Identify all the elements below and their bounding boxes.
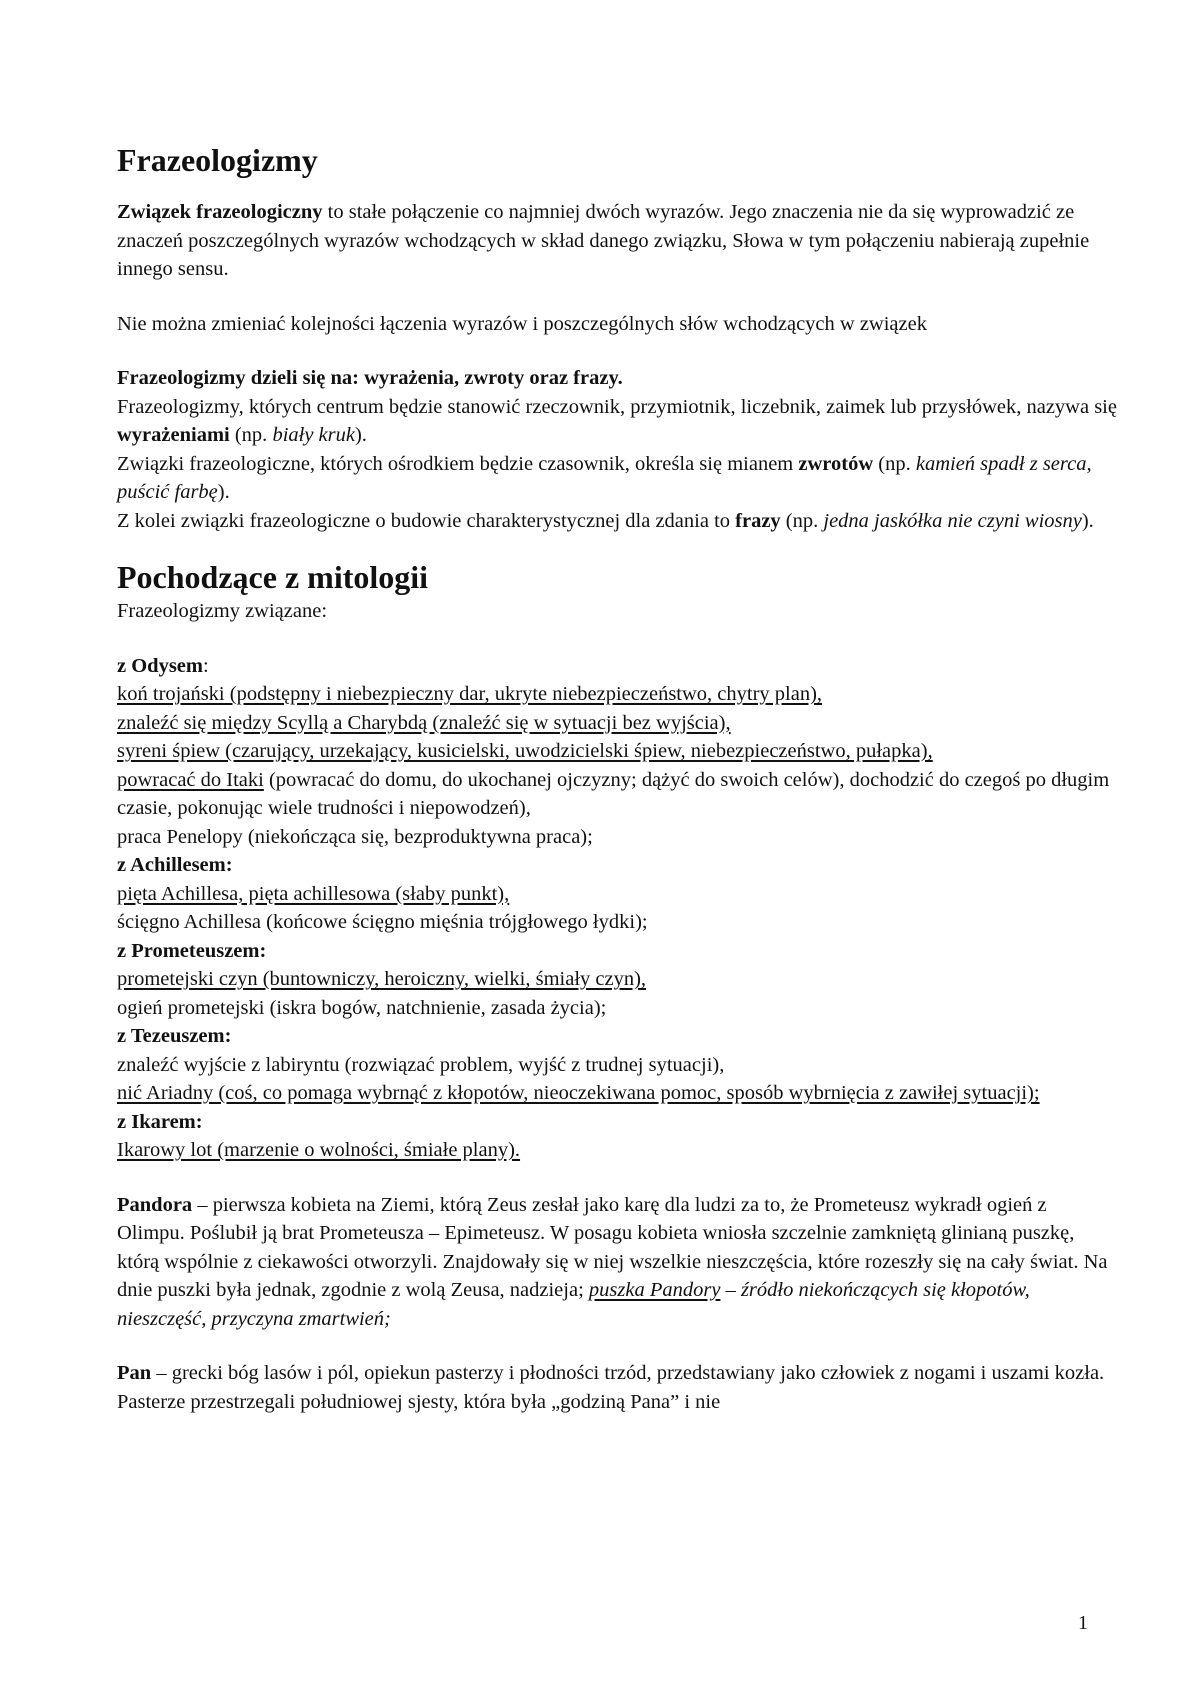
division-sentences: Z kolei związki frazeologiczne o budowie charakterystycznej dla zdania to frazy (np. jedna jaskółka nie czyni wiosny). xyxy=(117,509,1094,532)
intro-term: Związek frazeologiczny xyxy=(117,201,323,223)
list-item: prometejski czyn (buntowniczy, heroiczny, wielki, śmiały czyn), xyxy=(117,968,647,990)
list-item: znaleźć wyjście z labiryntu (rozwiązać problem, wyjść z trudnej sytuacji), xyxy=(117,1053,725,1076)
list-item: znaleźć się między Scyllą a Charybdą (znaleźć się w sytuacji bez wyjścia), xyxy=(117,711,731,734)
order-note: Nie można zmieniać kolejności łączenia wyrazów i poszczególnych słów wchodzących w związek xyxy=(117,312,927,335)
list-item: ścięgno Achillesa (końcowe ścięgno mięśnia trójgłowego łydki); xyxy=(117,911,648,933)
division-phrases-verbal: Związki frazeologiczne, których ośrodkiem będzie czasownik, określa się mianem zwrotów (np. kamień spadł z serca, puścić farbę). xyxy=(117,452,1092,503)
division-heading: Frazeologizmy dzieli się na: wyrażenia, zwroty oraz frazy. xyxy=(117,367,623,389)
mythology-intro: Frazeologizmy związane: xyxy=(117,600,328,622)
page-number: 1 xyxy=(1078,1612,1088,1634)
list-item: syreni śpiew (czarujący, urzekający, kusicielski, uwodzicielski śpiew, niebezpieczeństwo, pułapka), xyxy=(117,740,933,762)
pandora-paragraph: Pandora – pierwsza kobieta na Ziemi, którą Zeus zesłał jako karę dla ludzi za to, że Prometeusz wykradł ogień z Olimpu. Poślubił ją brat Prometeusza – Epimeteusz. W posagu kobieta wniosła szczelnie zamkniętą glinianą puszkę, którą wspólnie z ciekawości otworzyli. Znajdowały się w niej wszelkie nieszczęścia, które rozeszły się na cały świat. Na dnie puszki była jednak, zgodnie z wolą Zeusa, nadzieja; puszka Pandory – źródło niekończących się kłopotów, nieszczęść, przyczyna zmartwień; xyxy=(117,1193,1108,1330)
list-item: nić Ariadny (coś, co pomaga wybrnąć z kłopotów, nieoczekiwana pomoc, sposób wybrnięcia z zawiłej sytuacji); xyxy=(117,1082,1040,1104)
group-label-odys: z Odysem: xyxy=(117,654,209,677)
list-item: Ikarowy lot (marzenie o wolności, śmiałe plany). xyxy=(117,1139,521,1161)
group-label-ikar: z Ikarem: xyxy=(117,1110,203,1133)
list-item: ogień prometejski (iskra bogów, natchnienie, zasada życia); xyxy=(117,996,607,1019)
group-label-prometeusz: z Prometeuszem: xyxy=(117,939,267,962)
section-title-mythology: Pochodzące z mitologii xyxy=(117,559,429,595)
group-label-achilles: z Achillesem: xyxy=(117,854,233,876)
document-page xyxy=(117,140,1117,1416)
group-label-tezeusz: z Tezeuszem: xyxy=(117,1025,232,1047)
list-item: pięta Achillesa, pięta achillesowa (słaby punkt), xyxy=(117,882,510,905)
list-item: powracać do Itaki (powracać do domu, do ukochanej ojczyzny; dążyć do swoich celów), dochodzić do czegoś po długim czasie, pokonując wiele trudności i niepowodzeń), xyxy=(117,768,1110,819)
intro-text: to stałe połączenie co najmniej dwóch wyrazów. Jego znaczenia nie da się wyprowadzić ze znaczeń poszczególnych wyrazów wchodzących w skład danego związku, Słowa w tym połączeniu nabierają zupełnie innego sensu. xyxy=(117,201,1090,280)
list-item: koń trojański (podstępny i niebezpieczny dar, ukryte niebezpieczeństwo, chytry plan), xyxy=(117,683,823,705)
pan-paragraph: Pan – grecki bóg lasów i pól, opiekun pasterzy i płodności trzód, przedstawiany jako człowiek z nogami i uszami kozła. Pasterze przestrzegali południowej sjesty, która była „godziną Pana” i nie xyxy=(117,1362,1105,1413)
intro-paragraph xyxy=(117,198,1117,284)
page-title: Frazeologizmy xyxy=(117,142,318,178)
division-expressions: Frazeologizmy, których centrum będzie stanowić rzeczownik, przymiotnik, liczebnik, zaimek lub przysłówek, nazywa się wyrażeniami (np. biały kruk). xyxy=(117,395,1117,446)
list-item: praca Penelopy (niekończąca się, bezproduktywna praca); xyxy=(117,825,593,848)
